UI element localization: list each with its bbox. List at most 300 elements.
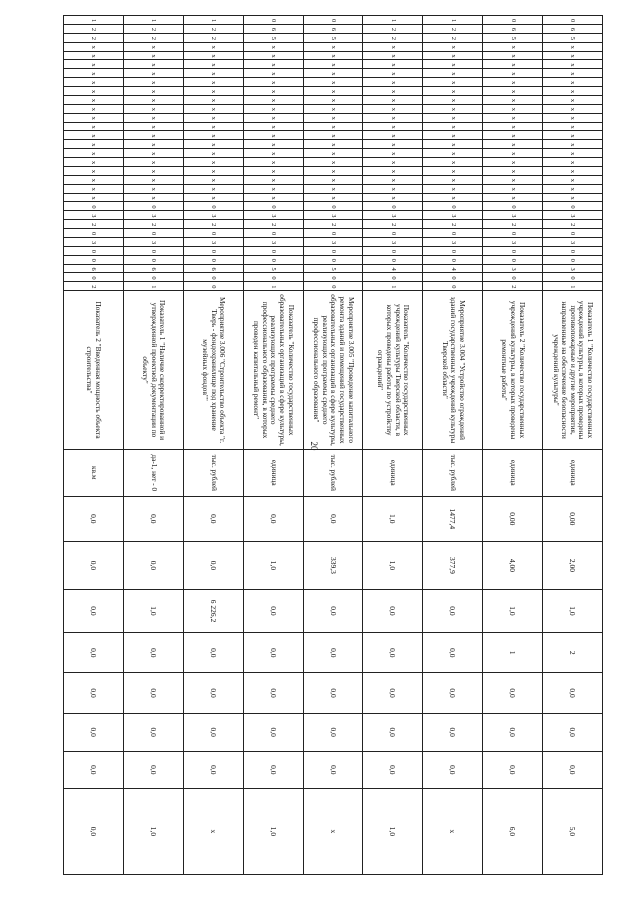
value-cell: 0,0 — [363, 633, 423, 673]
code-cell: 3 — [64, 237, 124, 246]
table-row — [243, 16, 303, 875]
code-cell: x — [363, 104, 423, 113]
code-cell: x — [423, 131, 483, 140]
value-cell: 0,0 — [363, 589, 423, 632]
code-cell: 3 — [543, 264, 603, 273]
value-cell: 2 — [543, 633, 603, 673]
code-cell: x — [64, 184, 124, 193]
unit-cell: да-1, нет - 0 — [124, 449, 184, 496]
value-cell: 0,0 — [183, 751, 243, 788]
code-cell: 5 — [483, 33, 543, 42]
program-table — [63, 15, 603, 875]
code-cell: 6 — [183, 264, 243, 273]
value-cell: 0,0 — [124, 713, 184, 751]
code-cell: x — [423, 184, 483, 193]
table-row — [363, 16, 423, 875]
value-cell: 2,00 — [543, 542, 603, 590]
code-cell: x — [64, 175, 124, 184]
code-cell: x — [183, 158, 243, 167]
data-table — [63, 15, 603, 875]
value-cell: 0,0 — [363, 713, 423, 751]
code-cell: x — [303, 113, 363, 122]
code-cell: x — [124, 175, 184, 184]
code-cell: 0 — [483, 246, 543, 255]
code-cell: x — [483, 87, 543, 96]
code-cell: x — [183, 42, 243, 51]
code-cell: 2 — [543, 220, 603, 229]
code-cell: x — [303, 122, 363, 131]
code-cell: x — [483, 95, 543, 104]
code-cell: 0 — [303, 282, 363, 291]
code-cell: 0 — [64, 202, 124, 211]
code-cell: x — [363, 95, 423, 104]
code-cell: 2 — [124, 33, 184, 42]
value-cell: 0,0 — [483, 713, 543, 751]
code-cell: x — [423, 42, 483, 51]
code-cell: 3 — [543, 211, 603, 220]
code-cell: 0 — [243, 246, 303, 255]
code-cell: x — [423, 193, 483, 202]
value-cell: 0,0 — [64, 589, 124, 632]
code-cell: x — [183, 95, 243, 104]
value-cell: 0,0 — [423, 633, 483, 673]
code-cell: x — [363, 60, 423, 69]
value-cell: 1,0 — [124, 788, 184, 874]
code-cell: 0 — [543, 273, 603, 282]
code-cell: 0 — [543, 202, 603, 211]
code-cell: x — [543, 131, 603, 140]
code-cell: x — [243, 184, 303, 193]
code-cell: 3 — [64, 211, 124, 220]
code-cell: x — [243, 149, 303, 158]
code-cell: 3 — [363, 211, 423, 220]
code-cell: x — [483, 131, 543, 140]
page-number: 20 — [309, 441, 319, 451]
code-cell: x — [243, 193, 303, 202]
code-cell: 6 — [243, 24, 303, 33]
value-cell: 0,0 — [124, 633, 184, 673]
value-cell: 0,0 — [64, 751, 124, 788]
code-cell: 1 — [124, 16, 184, 25]
code-cell: 2 — [64, 33, 124, 42]
code-cell: 3 — [423, 237, 483, 246]
code-cell: 2 — [243, 220, 303, 229]
code-cell: x — [363, 193, 423, 202]
table-row — [303, 16, 363, 875]
code-cell: x — [124, 51, 184, 60]
code-cell: 3 — [124, 237, 184, 246]
value-cell: 0,0 — [363, 751, 423, 788]
code-cell: 0 — [543, 16, 603, 25]
code-cell: 0 — [124, 202, 184, 211]
code-cell: 0 — [423, 246, 483, 255]
code-cell: 2 — [363, 220, 423, 229]
value-cell: 1,0 — [543, 589, 603, 632]
value-cell: 1,0 — [243, 542, 303, 590]
code-cell: x — [124, 140, 184, 149]
value-cell: 0,0 — [243, 673, 303, 713]
value-cell: x — [423, 788, 483, 874]
code-cell: x — [423, 78, 483, 87]
code-cell: x — [64, 131, 124, 140]
code-cell: 0 — [183, 229, 243, 238]
code-cell: x — [124, 87, 184, 96]
value-cell: 0,0 — [483, 673, 543, 713]
code-cell: x — [483, 158, 543, 167]
code-cell: x — [423, 51, 483, 60]
value-cell: 1,0 — [243, 788, 303, 874]
item-name: Показатель 2 "Введенная мощность объекта строительства" — [64, 291, 124, 450]
code-cell: x — [363, 78, 423, 87]
code-cell: x — [483, 193, 543, 202]
value-cell: 0,00 — [483, 496, 543, 542]
code-cell: x — [124, 166, 184, 175]
value-cell: 0,0 — [124, 673, 184, 713]
code-cell: x — [303, 95, 363, 104]
value-cell: 4,00 — [483, 542, 543, 590]
value-cell: 1,0 — [363, 496, 423, 542]
code-cell: 1 — [543, 282, 603, 291]
value-cell: 6 226,2 — [183, 589, 243, 632]
value-cell: 0,0 — [543, 673, 603, 713]
code-cell: 4 — [423, 264, 483, 273]
value-cell: 0,0 — [124, 542, 184, 590]
code-cell: 0 — [423, 202, 483, 211]
code-cell: 0 — [363, 246, 423, 255]
value-cell: 0,0 — [64, 496, 124, 542]
value-cell: 0,0 — [64, 542, 124, 590]
code-cell: 3 — [483, 211, 543, 220]
code-cell: 3 — [183, 237, 243, 246]
code-cell: x — [64, 104, 124, 113]
code-cell: 0 — [124, 246, 184, 255]
code-cell: 0 — [303, 273, 363, 282]
value-cell: 1,0 — [363, 542, 423, 590]
code-cell: x — [124, 95, 184, 104]
value-cell: 0,0 — [243, 713, 303, 751]
code-cell: x — [483, 60, 543, 69]
code-cell: x — [124, 69, 184, 78]
code-cell: 2 — [423, 220, 483, 229]
code-cell: x — [423, 175, 483, 184]
code-cell: x — [64, 140, 124, 149]
code-cell: x — [183, 175, 243, 184]
code-cell: x — [183, 166, 243, 175]
code-cell: 2 — [124, 220, 184, 229]
code-cell: 0 — [363, 273, 423, 282]
code-cell: x — [124, 184, 184, 193]
code-cell: x — [124, 78, 184, 87]
value-cell: 0,0 — [243, 633, 303, 673]
code-cell: x — [363, 51, 423, 60]
value-cell: 0,0 — [243, 589, 303, 632]
item-name: Показатель 1 "Наличие скорректированной и утвержденной проектной документации по объекту" — [124, 291, 184, 450]
code-cell: x — [363, 140, 423, 149]
code-cell: x — [543, 175, 603, 184]
code-cell: x — [303, 78, 363, 87]
value-cell: 6,0 — [483, 788, 543, 874]
code-cell: x — [543, 140, 603, 149]
code-cell: x — [243, 51, 303, 60]
code-cell: 2 — [483, 220, 543, 229]
table-row — [183, 16, 243, 875]
code-cell: x — [303, 69, 363, 78]
code-cell: x — [124, 131, 184, 140]
code-cell: 0 — [363, 255, 423, 264]
code-cell: x — [183, 193, 243, 202]
code-cell: 0 — [124, 229, 184, 238]
table-row — [423, 16, 483, 875]
code-cell: 0 — [243, 16, 303, 25]
code-cell: x — [183, 104, 243, 113]
code-cell: 0 — [243, 273, 303, 282]
code-cell: 2 — [423, 24, 483, 33]
code-cell: x — [363, 158, 423, 167]
code-cell: 0 — [303, 16, 363, 25]
code-cell: x — [124, 104, 184, 113]
value-cell: 0,0 — [303, 673, 363, 713]
code-cell: x — [243, 95, 303, 104]
code-cell: 2 — [423, 33, 483, 42]
item-name: Показатель "Количество государственных образовательных организаций в сфере культуры, реализующих программы среднего профессионального образования, в которых проведен капитальный ремонт" — [243, 291, 303, 450]
code-cell: x — [363, 184, 423, 193]
code-cell: 0 — [183, 273, 243, 282]
table-row — [543, 16, 603, 875]
code-cell: x — [483, 104, 543, 113]
code-cell: 5 — [243, 33, 303, 42]
code-cell: x — [243, 122, 303, 131]
value-cell: 0,0 — [183, 673, 243, 713]
value-cell: 0,0 — [423, 673, 483, 713]
code-cell: 2 — [363, 33, 423, 42]
value-cell: 0,0 — [64, 633, 124, 673]
value-cell: 339,3 — [303, 542, 363, 590]
code-cell: x — [423, 113, 483, 122]
value-cell: 0,0 — [124, 496, 184, 542]
code-cell: x — [243, 166, 303, 175]
code-cell: 2 — [303, 220, 363, 229]
code-cell: 0 — [543, 229, 603, 238]
code-cell: 2 — [64, 24, 124, 33]
code-cell: 0 — [363, 202, 423, 211]
code-cell: 3 — [363, 237, 423, 246]
code-cell: x — [303, 60, 363, 69]
code-cell: 4 — [363, 264, 423, 273]
code-cell: x — [64, 95, 124, 104]
code-cell: 0 — [363, 229, 423, 238]
code-cell: x — [363, 131, 423, 140]
code-cell: x — [64, 113, 124, 122]
code-cell: 5 — [243, 264, 303, 273]
code-cell: x — [183, 140, 243, 149]
value-cell: 0,0 — [363, 673, 423, 713]
code-cell: 0 — [64, 255, 124, 264]
code-cell: 5 — [303, 33, 363, 42]
code-cell: x — [183, 69, 243, 78]
code-cell: 0 — [183, 202, 243, 211]
code-cell: x — [64, 51, 124, 60]
value-cell: 0,0 — [183, 713, 243, 751]
code-cell: 0 — [243, 202, 303, 211]
code-cell: x — [543, 69, 603, 78]
code-cell: x — [183, 51, 243, 60]
code-cell: 0 — [423, 255, 483, 264]
code-cell: x — [423, 149, 483, 158]
unit-cell: единица — [243, 449, 303, 496]
code-cell: x — [303, 149, 363, 158]
code-cell: x — [543, 193, 603, 202]
code-cell: x — [64, 149, 124, 158]
code-cell: x — [64, 166, 124, 175]
code-cell: x — [243, 113, 303, 122]
code-cell: 0 — [183, 255, 243, 264]
code-cell: x — [543, 122, 603, 131]
code-cell: x — [423, 87, 483, 96]
code-cell: x — [64, 60, 124, 69]
code-cell: x — [303, 184, 363, 193]
code-cell: 2 — [363, 24, 423, 33]
code-cell: x — [543, 104, 603, 113]
code-cell: x — [543, 149, 603, 158]
value-cell: 0,0 — [543, 751, 603, 788]
code-cell: 6 — [543, 24, 603, 33]
item-name: Показатель 1 "Количество государственных учреждений культуры, в которых проведены противопожарные и другие мероприятия, направленные на обеспечение безопасности учреждений культуры" — [543, 291, 603, 450]
code-cell: x — [243, 175, 303, 184]
value-cell: 0,0 — [423, 713, 483, 751]
code-cell: 1 — [363, 16, 423, 25]
code-cell: 0 — [483, 255, 543, 264]
code-cell: 2 — [64, 220, 124, 229]
code-cell: x — [183, 87, 243, 96]
item-name: Мероприятие 3.005 "Проведение капитального ремонта зданий и помещений государственных образовательных организаций в сфере культуры, реализующих программы среднего профессионального образования" — [303, 291, 363, 450]
code-cell: x — [543, 184, 603, 193]
code-cell: x — [483, 51, 543, 60]
code-cell: 0 — [303, 246, 363, 255]
code-cell: x — [303, 87, 363, 96]
code-cell: x — [64, 78, 124, 87]
code-cell: x — [303, 166, 363, 175]
code-cell: 2 — [183, 33, 243, 42]
code-cell: 5 — [303, 264, 363, 273]
value-cell: 1,0 — [124, 589, 184, 632]
code-cell: x — [243, 42, 303, 51]
code-cell: x — [303, 158, 363, 167]
code-cell: 1 — [423, 16, 483, 25]
code-cell: x — [483, 69, 543, 78]
code-cell: x — [543, 78, 603, 87]
unit-cell: единица — [543, 449, 603, 496]
unit-cell: единица — [363, 449, 423, 496]
code-cell: x — [543, 42, 603, 51]
code-cell: 1 — [363, 282, 423, 291]
code-cell: x — [243, 104, 303, 113]
value-cell: x — [303, 788, 363, 874]
code-cell: x — [303, 42, 363, 51]
code-cell: 3 — [423, 211, 483, 220]
value-cell: 0,0 — [183, 496, 243, 542]
code-cell: x — [483, 113, 543, 122]
code-cell: 0 — [243, 229, 303, 238]
code-cell: 0 — [483, 273, 543, 282]
code-cell: 2 — [64, 282, 124, 291]
unit-cell: тыс. рублей — [183, 449, 243, 496]
code-cell: 3 — [243, 237, 303, 246]
code-cell: 6 — [64, 264, 124, 273]
code-cell: 3 — [303, 211, 363, 220]
value-cell: 5,0 — [543, 788, 603, 874]
code-cell: x — [483, 184, 543, 193]
code-cell: x — [423, 122, 483, 131]
code-cell: 0 — [483, 229, 543, 238]
code-cell: 0 — [423, 273, 483, 282]
value-cell: 1,0 — [363, 788, 423, 874]
code-cell: x — [423, 60, 483, 69]
code-cell: x — [543, 87, 603, 96]
code-cell: 0 — [64, 273, 124, 282]
code-cell: x — [543, 158, 603, 167]
code-cell: x — [303, 175, 363, 184]
code-cell: x — [543, 166, 603, 175]
code-cell: 0 — [243, 255, 303, 264]
code-cell: x — [124, 158, 184, 167]
code-cell: x — [183, 149, 243, 158]
code-cell: x — [483, 175, 543, 184]
code-cell: 3 — [303, 237, 363, 246]
code-cell: x — [243, 69, 303, 78]
code-cell: x — [183, 60, 243, 69]
code-cell: 0 — [64, 246, 124, 255]
code-cell: x — [303, 140, 363, 149]
code-cell: x — [363, 166, 423, 175]
code-cell: x — [423, 166, 483, 175]
unit-cell: единица — [483, 449, 543, 496]
code-cell: x — [423, 104, 483, 113]
value-cell: 0,0 — [243, 751, 303, 788]
value-cell: 0,0 — [303, 751, 363, 788]
code-cell: x — [64, 69, 124, 78]
code-cell: x — [124, 193, 184, 202]
code-cell: 3 — [483, 237, 543, 246]
item-name: Показатель "Количество государственных учреждений культуры Тверской области, в которых проведены работы по устройству ограждений" — [363, 291, 423, 450]
code-cell: 1 — [64, 16, 124, 25]
code-cell: x — [124, 60, 184, 69]
code-cell: x — [124, 42, 184, 51]
item-name: Мероприятие 3.006 "Строительство объекта "г. Тверь - фондохранилище под хранение музейных фондов"" — [183, 291, 243, 450]
code-cell: x — [243, 60, 303, 69]
code-cell: x — [303, 104, 363, 113]
item-name: Показатель 2 "Количество государственных учреждений культуры, в которых проведены ремонтные работы" — [483, 291, 543, 450]
code-cell: x — [423, 69, 483, 78]
unit-cell: тыс. рублей — [423, 449, 483, 496]
code-cell: x — [183, 113, 243, 122]
code-cell: 0 — [543, 255, 603, 264]
code-cell: x — [363, 87, 423, 96]
code-cell: x — [243, 87, 303, 96]
table-row — [64, 16, 124, 875]
code-cell: x — [543, 95, 603, 104]
code-cell: x — [363, 149, 423, 158]
value-cell: 377,9 — [423, 542, 483, 590]
code-cell: 0 — [483, 202, 543, 211]
code-cell: 0 — [183, 282, 243, 291]
code-cell: 0 — [124, 255, 184, 264]
code-cell: 0 — [64, 229, 124, 238]
value-cell: 0,00 — [543, 496, 603, 542]
code-cell: x — [124, 113, 184, 122]
code-cell: 0 — [124, 273, 184, 282]
code-cell: 3 — [183, 211, 243, 220]
code-cell: x — [243, 78, 303, 87]
